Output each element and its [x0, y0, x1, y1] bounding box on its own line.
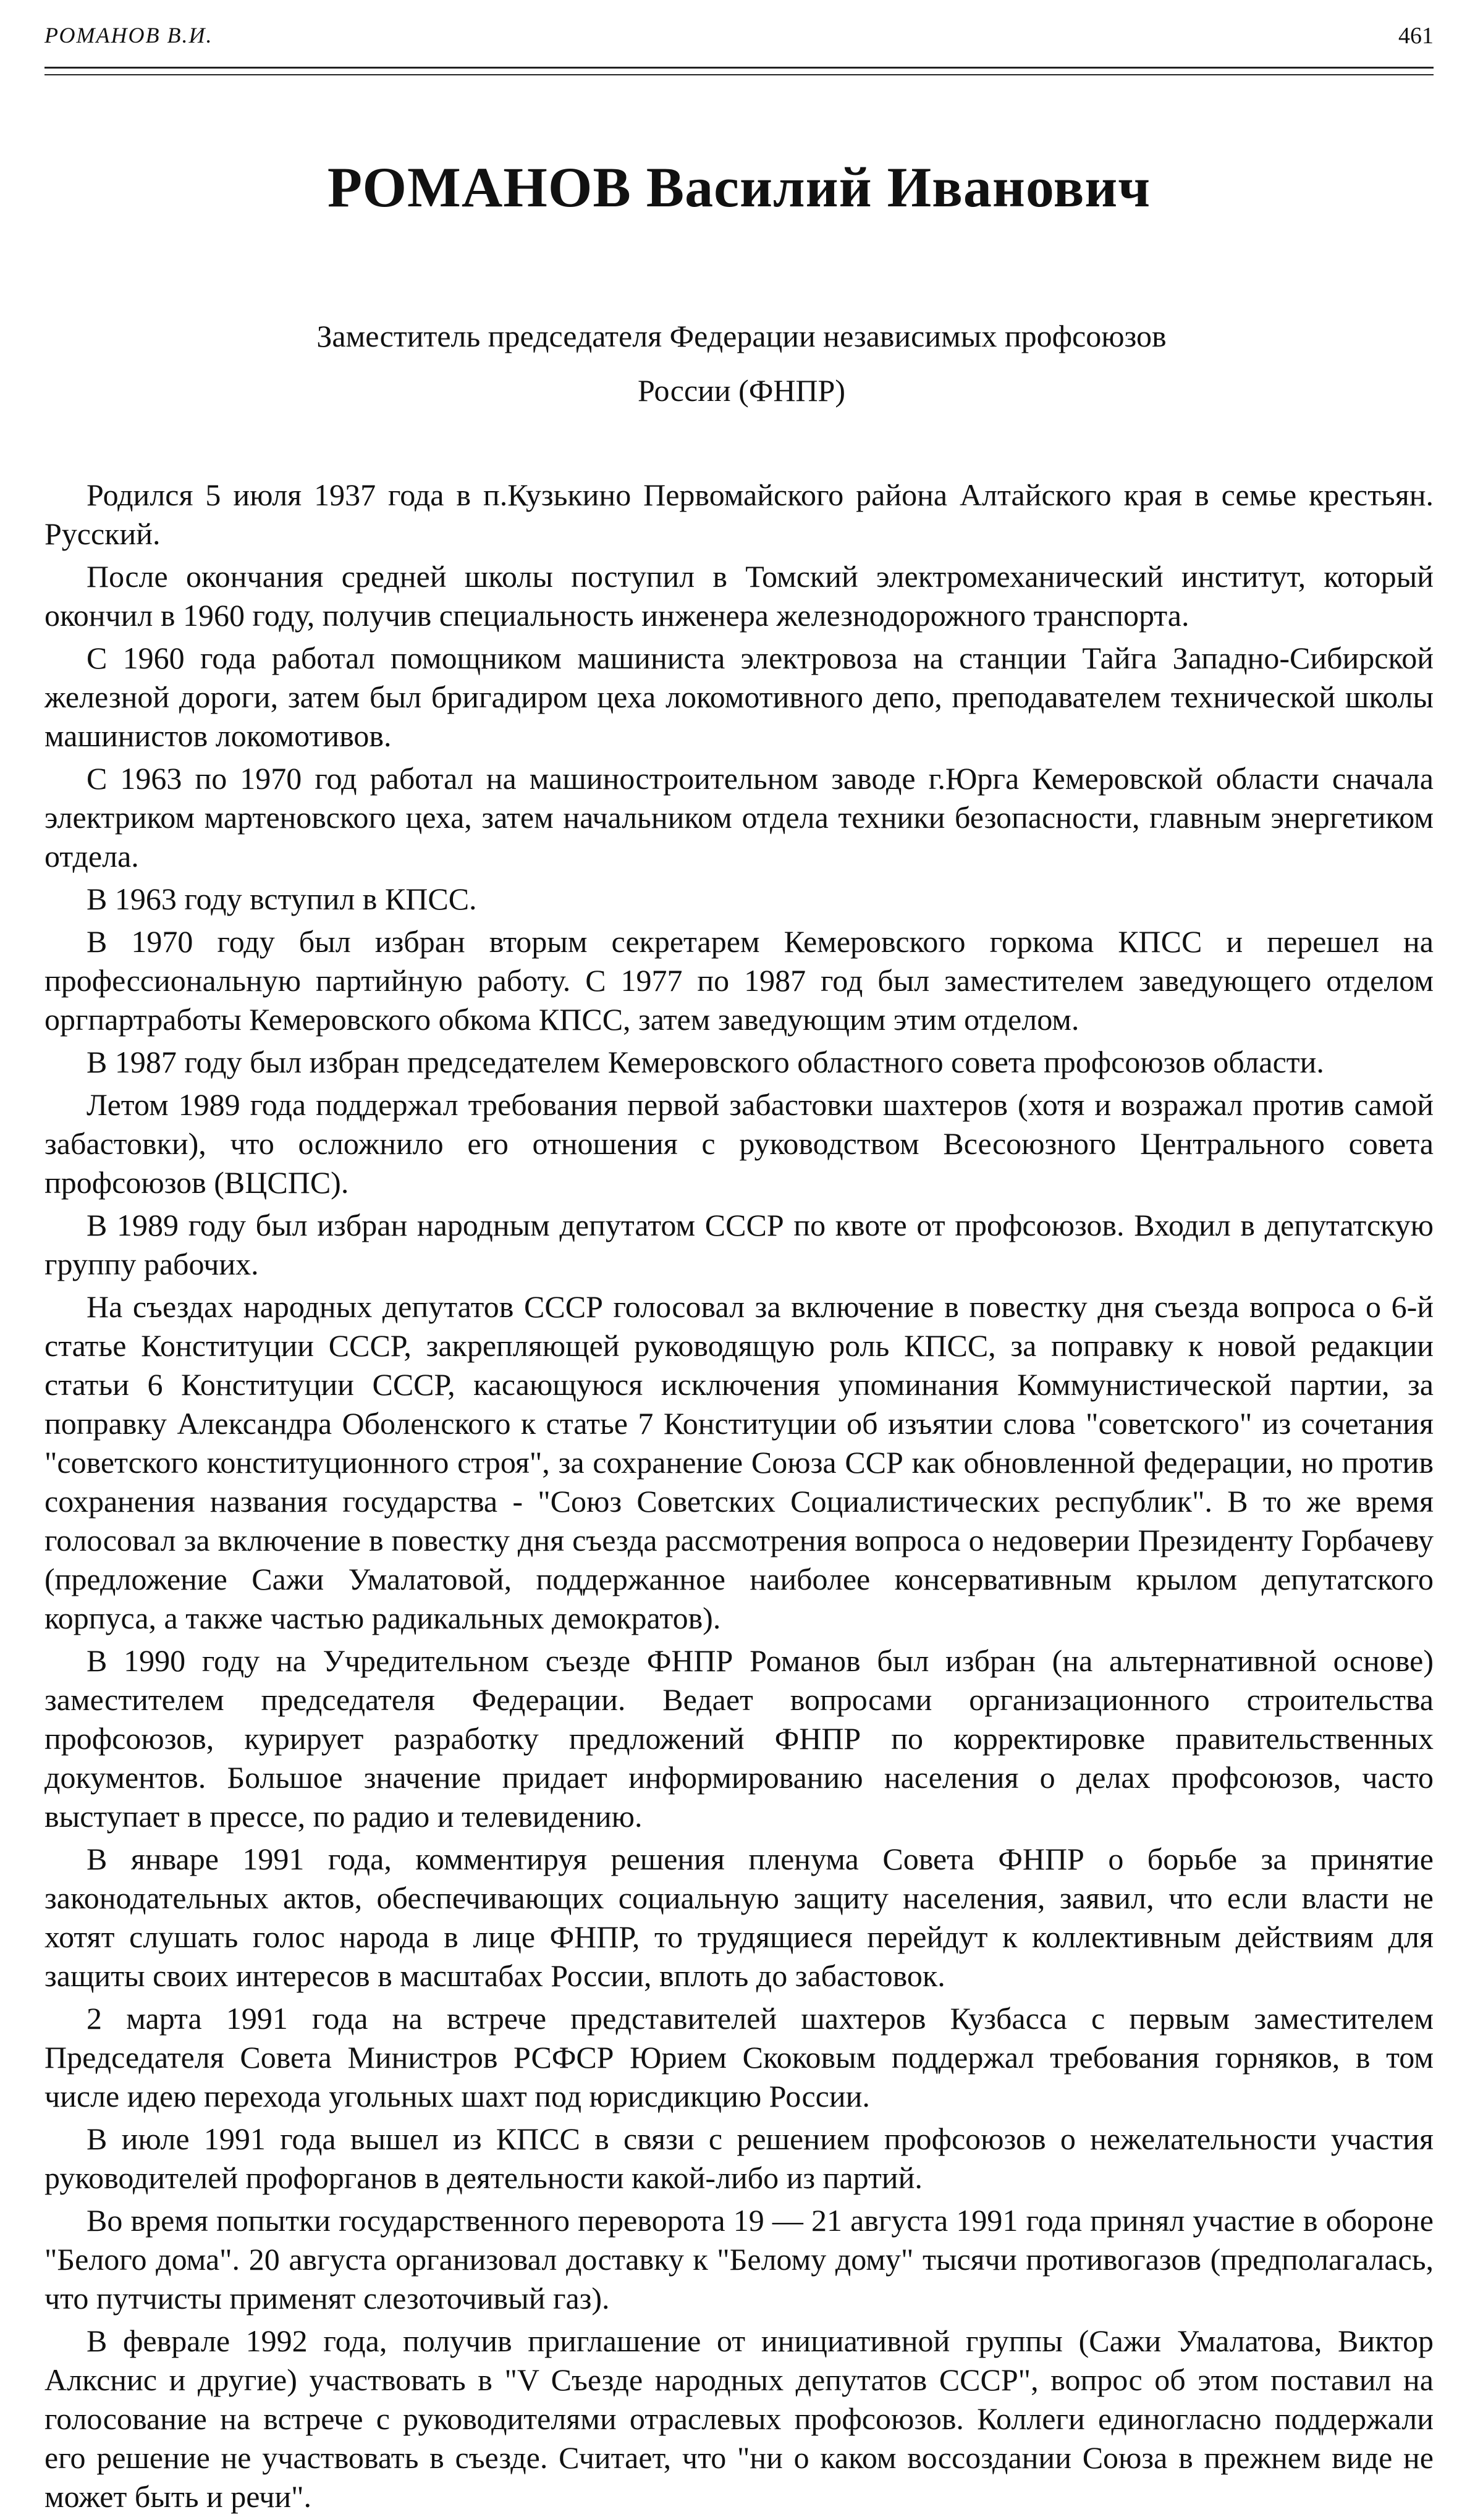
page-header	[44, 17, 1434, 61]
header-rule-top	[44, 67, 1434, 69]
paragraph: Во время попытки государственного переворота 19 — 21 августа 1991 года принял участие в обороне "Белого дома". 20 августа организовал доставку к "Белому дому" тысячи противогазов (предполагалась, что путчисты применят слезоточивый газ).	[44, 2203, 1434, 2316]
paragraph: В феврале 1992 года, получив приглашение от инициативной группы (Сажи Умалатова, Виктор Алкснис и другие) участвовать в "V Съезде народных депутатов СССР", вопрос об этом поставил на голосование на встрече с руководителями отраслевых профсоюзов. Коллеги единогласно поддержали его решение не участвовать в съезде. Считает, что "ни о каком воссоздании Союза в прежнем виде не может быть и речи".	[44, 2324, 1434, 2514]
subtitle-line-2: России (ФНПР)	[637, 373, 846, 408]
paragraph: В 1987 году был избран председателем Кемеровского областного совета профсоюзов области.	[87, 1045, 1324, 1079]
biography-text	[44, 476, 1434, 2520]
subtitle	[124, 309, 1359, 418]
paragraph: 2 марта 1991 года на встрече представителей шахтеров Кузбасса с первым заместителем Председателя Совета Министров РСФСР Юрием Скоковым поддержал требования горняков, в том числе идею перехода угольных шахт под юрисдикцию России.	[44, 2001, 1434, 2113]
running-head: РОМАНОВ В.И.	[44, 23, 213, 48]
paragraph: Летом 1989 года поддержал требования первой забастовки шахтеров (хотя и возражал против самой забастовки), что осложнило его отношения с руководством Всесоюзного Центрального совета профсоюзов (ВЦСПС).	[44, 1087, 1434, 1200]
paragraph: На съездах народных депутатов СССР голосовал за включение в повестку дня съезда вопроса о 6-й статье Конституции СССР, закрепляющей руководящую роль КПСС, за поправку к новой редакции статьи 6 Конституции СССР, касающуюся исключения упоминания Коммунистической партии, за поправку Александра Оболенского к статье 7 Конституции об изъятии слова "советского" из сочетания "советского конституционного строя", за сохранение Союза ССР как обновленной федерации, но против сохранения названия государства - "Союз Советских Социалистических республик". В то же время голосовал за включение в повестку дня съезда рассмотрения вопроса о недоверии Президенту Горбачеву (предложение Сажи Умалатовой, поддержанное наиболее консервативным крылом депутатского корпуса, а также частью радикальных демократов).	[44, 1289, 1434, 1635]
paragraph: С 1963 по 1970 год работал на машиностроительном заводе г.Юрга Кемеровской области сначала электриком мартеновского цеха, затем начальником отдела техники безопасности, главным энергетиком отдела.	[44, 761, 1434, 874]
paragraph: Родился 5 июля 1937 года в п.Кузькино Первомайского района Алтайского края в семье крестьян. Русский.	[44, 478, 1434, 551]
paragraph: В 1990 году на Учредительном съезде ФНПР Романов был избран (на альтернативной основе) заместителем председателя Федерации. Ведает вопросами организационного строительства профсоюзов, курирует разработку предложений ФНПР по корректировке правительственных документов. Большое значение придает информированию населения о делах профсоюзов, часто выступает в прессе, по радио и телевидению.	[44, 1643, 1434, 1834]
paragraph: С 1960 года работал помощником машиниста электровоза на станции Тайга Западно-Сибирской железной дороги, затем был бригадиром цеха локомотивного депо, преподавателем технической школы машинистов локомотивов.	[44, 641, 1434, 753]
page-number: 461	[1398, 23, 1434, 49]
page-title: РОМАНОВ Василий Иванович	[327, 156, 1151, 219]
paragraph: В январе 1991 года, комментируя решения пленума Совета ФНПР о борьбе за принятие законодательных актов, обеспечивающих социальную защиту населения, заявил, что если власти не хотят слушать голос народа в лице ФНПР, то трудящиеся перейдут к коллективным действиям для защиты своих интересов в масштабах России, вплоть до забастовок.	[44, 1842, 1434, 1993]
paragraph: В 1970 году был избран вторым секретарем Кемеровского горкома КПСС и перешел на профессиональную партийную работу. С 1977 по 1987 год был заместителем заведующего отделом оргпартработы Кемеровского обкома КПСС, затем заведующим этим отделом.	[44, 924, 1434, 1037]
paragraph: В июле 1991 года вышел из КПСС в связи с решением профсоюзов о нежелательности участия руководителей профорганов в деятельности какой-либо из партий.	[44, 2122, 1434, 2195]
paragraph: В 1963 году вступил в КПСС.	[87, 882, 477, 916]
paragraph: После окончания средней школы поступил в Томский электромеханический институт, который окончил в 1960 году, получив специальность инженера железнодорожного транспорта.	[44, 559, 1434, 633]
header-rule-bottom	[44, 74, 1434, 75]
subtitle-line-1: Заместитель председателя Федерации независимых профсоюзов	[316, 319, 1167, 353]
paragraph: В 1989 году был избран народным депутатом СССР по квоте от профсоюзов. Входил в депутатскую группу рабочих.	[44, 1208, 1434, 1281]
